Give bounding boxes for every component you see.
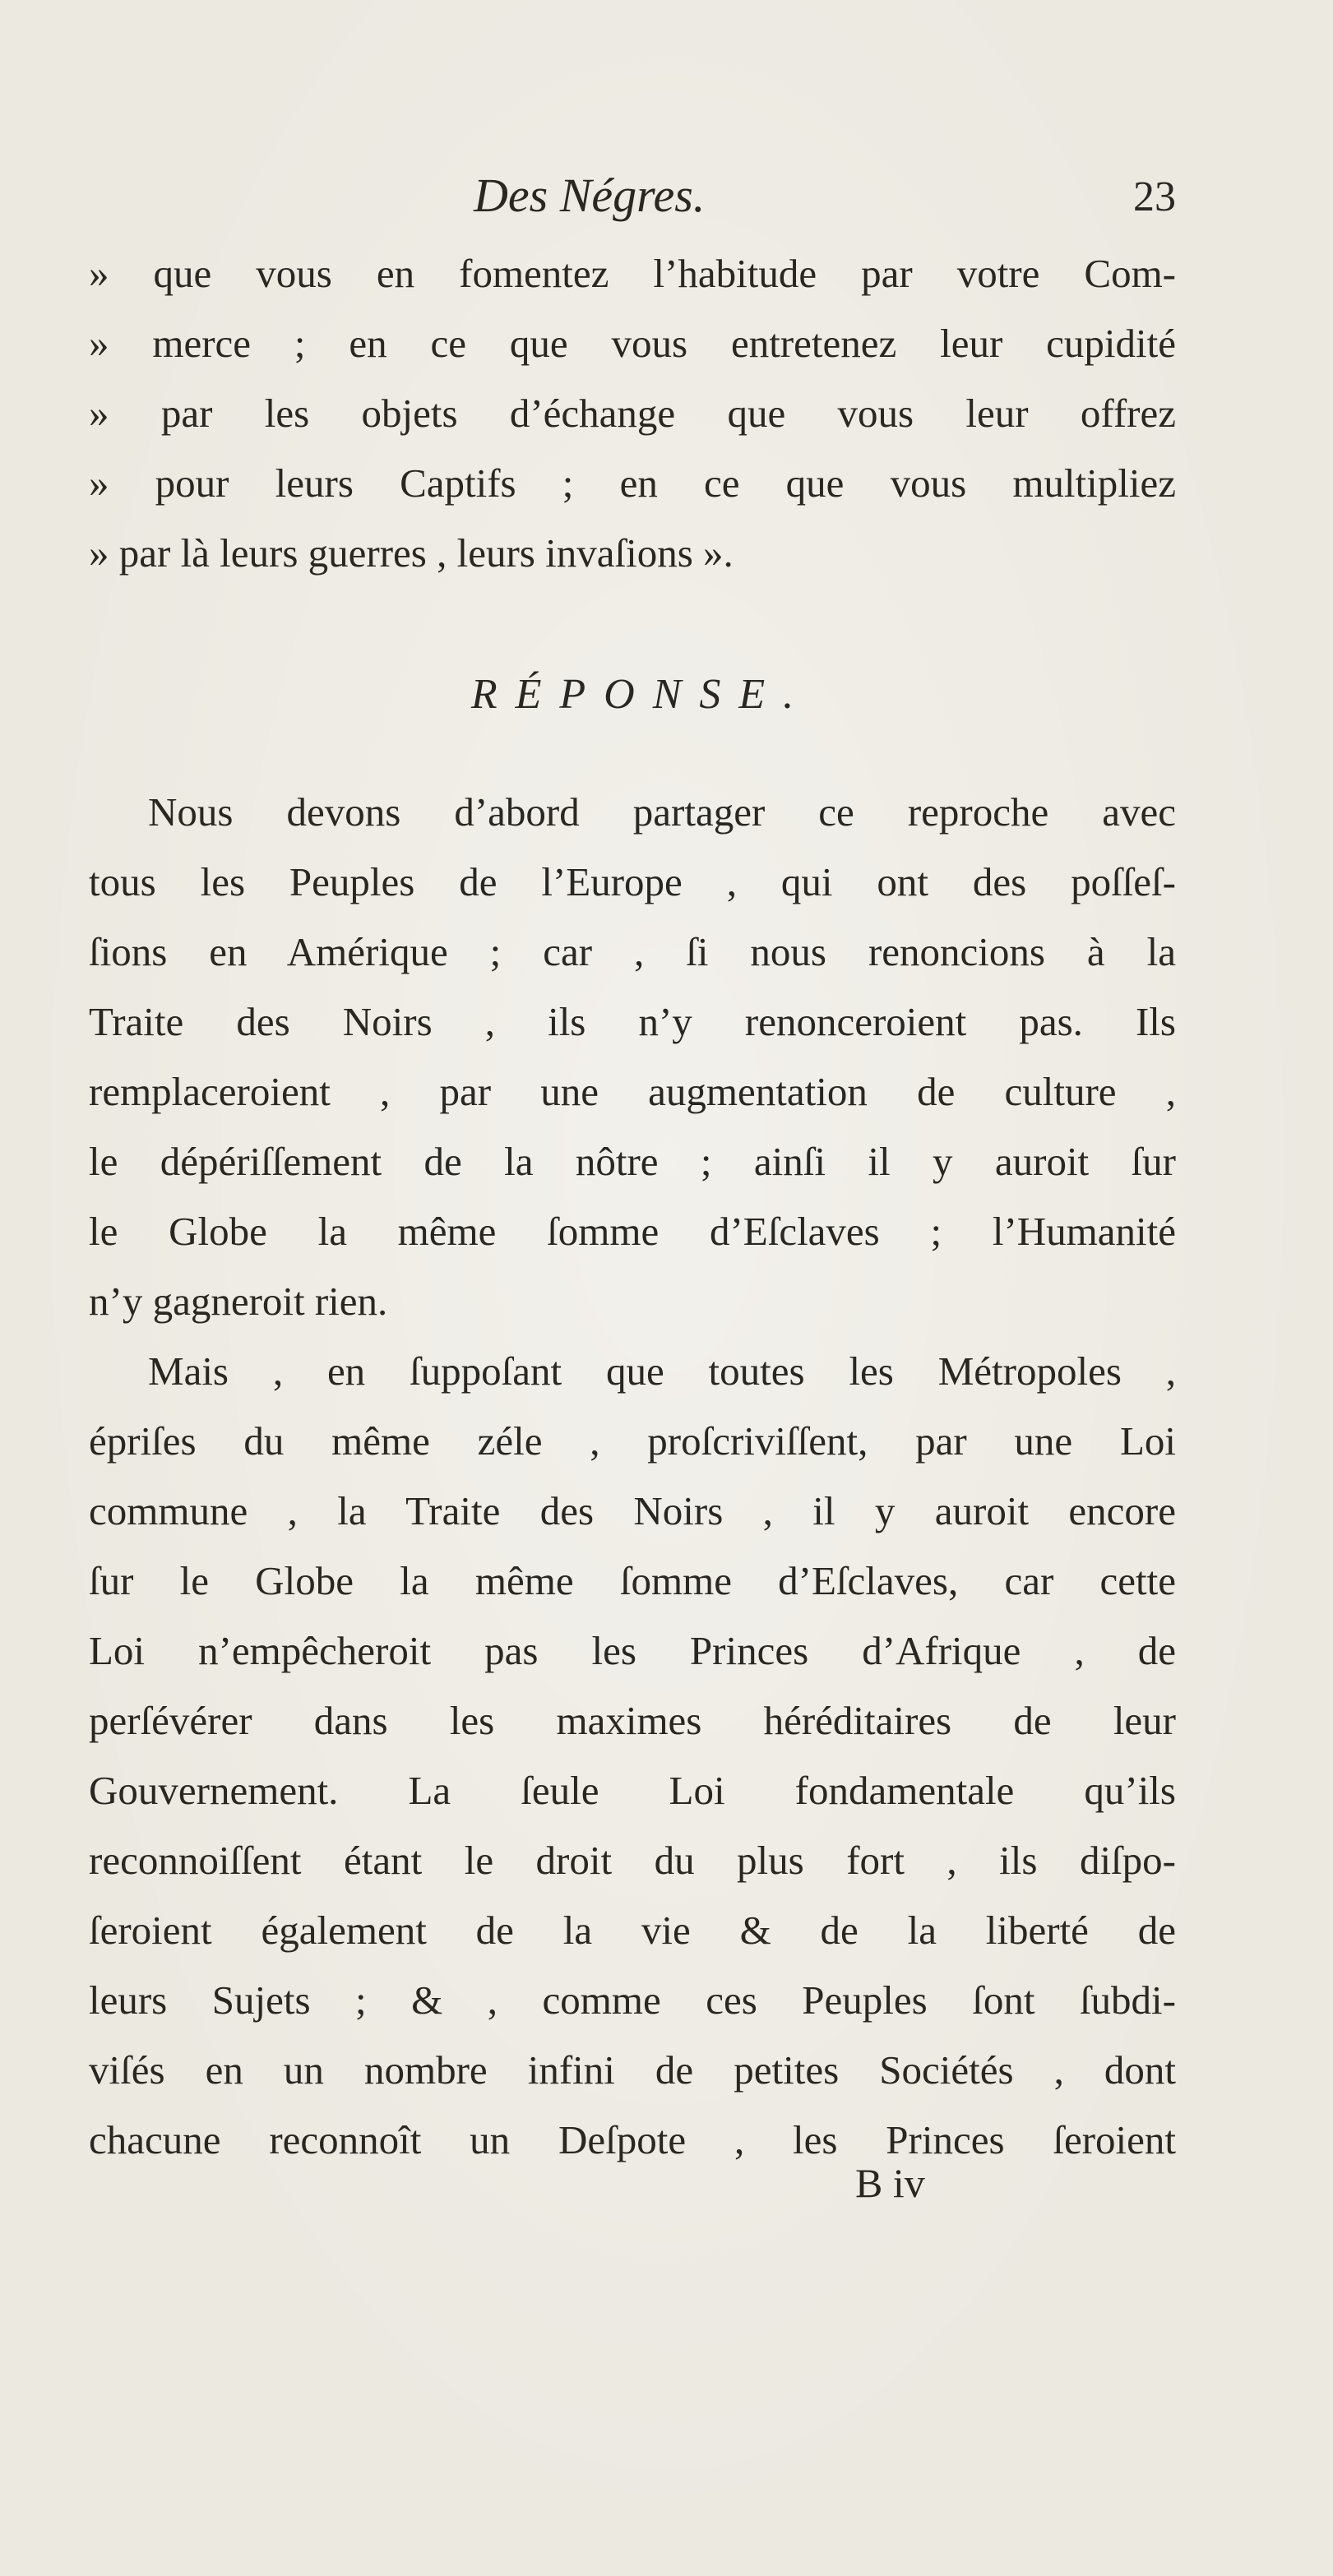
quote-line: » pour leurs Captifs ; en ce que vous multipliez: [89, 460, 1176, 506]
paragraph-line: n’y gagneroit rien.: [89, 1279, 388, 1324]
paragraph-line: perſévérer dans les maximes héréditaires de leur: [89, 1698, 1176, 1743]
paragraph-line: le Globe la même ſomme d’Eſclaves ; l’Humanité: [89, 1209, 1176, 1254]
paragraph-line: ſur le Globe la même ſomme d’Eſclaves, car cette: [89, 1558, 1176, 1603]
paragraph-line: Gouvernement. La ſeule Loi fondamentale qu’ils: [89, 1768, 1176, 1813]
paragraph-line: chacune reconnoît un Deſpote , les Princes ſeroient: [89, 2117, 1176, 2162]
quote-line: » par les objets d’échange que vous leur offrez: [89, 391, 1176, 436]
paragraph-line: ſions en Amérique ; car , ſi nous renoncions à la: [89, 929, 1176, 974]
paragraph-line: tous les Peuples de l’Europe , qui ont des poſſeſ-: [89, 859, 1176, 904]
paragraph-line: commune , la Traite des Noirs , il y auroit encore: [89, 1488, 1176, 1533]
paragraph-line: reconnoiſſent étant le droit du plus fort , ils diſpo-: [89, 1838, 1176, 1883]
paragraph-line: Nous devons d’abord partager ce reproche avec: [148, 789, 1176, 835]
section-heading: RÉPONSE.: [470, 671, 812, 718]
quote-line: » que vous en fomentez l’habitude par votre Com-: [89, 251, 1176, 296]
body-text: [89, 777, 1176, 2175]
page-header: [89, 164, 1176, 230]
paragraph-line: viſés en un nombre infini de petites Sociétés , dont: [89, 2047, 1176, 2093]
page-number: 23: [1133, 173, 1176, 220]
quote-line: » merce ; en ce que vous entretenez leur cupidité: [89, 321, 1176, 366]
paragraph-line: Traite des Noirs , ils n’y renonceroient pas. Ils: [89, 999, 1176, 1044]
quote-line: » par là leurs guerres , leurs invaſions ».: [89, 530, 734, 576]
paragraph-line: remplaceroient , par une augmentation de culture ,: [89, 1069, 1176, 1114]
paragraph-line: Mais , en ſuppoſant que toutes les Métropoles ,: [148, 1348, 1176, 1394]
paragraph-line: le dépériſſement de la nôtre ; ainſi il y auroit ſur: [89, 1139, 1176, 1184]
paragraph-line: leurs Sujets ; & , comme ces Peuples ſont ſubdi-: [89, 1977, 1176, 2023]
signature-mark: B iv: [855, 2160, 925, 2206]
paragraph-line: ſeroient également de la vie & de la liberté de: [89, 1908, 1176, 1953]
paragraph-line: épriſes du même zéle , proſcriviſſent, par une Loi: [89, 1418, 1176, 1464]
quote-block: [89, 238, 1176, 588]
running-head: Des Négres.: [474, 169, 706, 222]
paragraph-line: Loi n’empêcheroit pas les Princes d’Afrique , de: [89, 1628, 1176, 1673]
